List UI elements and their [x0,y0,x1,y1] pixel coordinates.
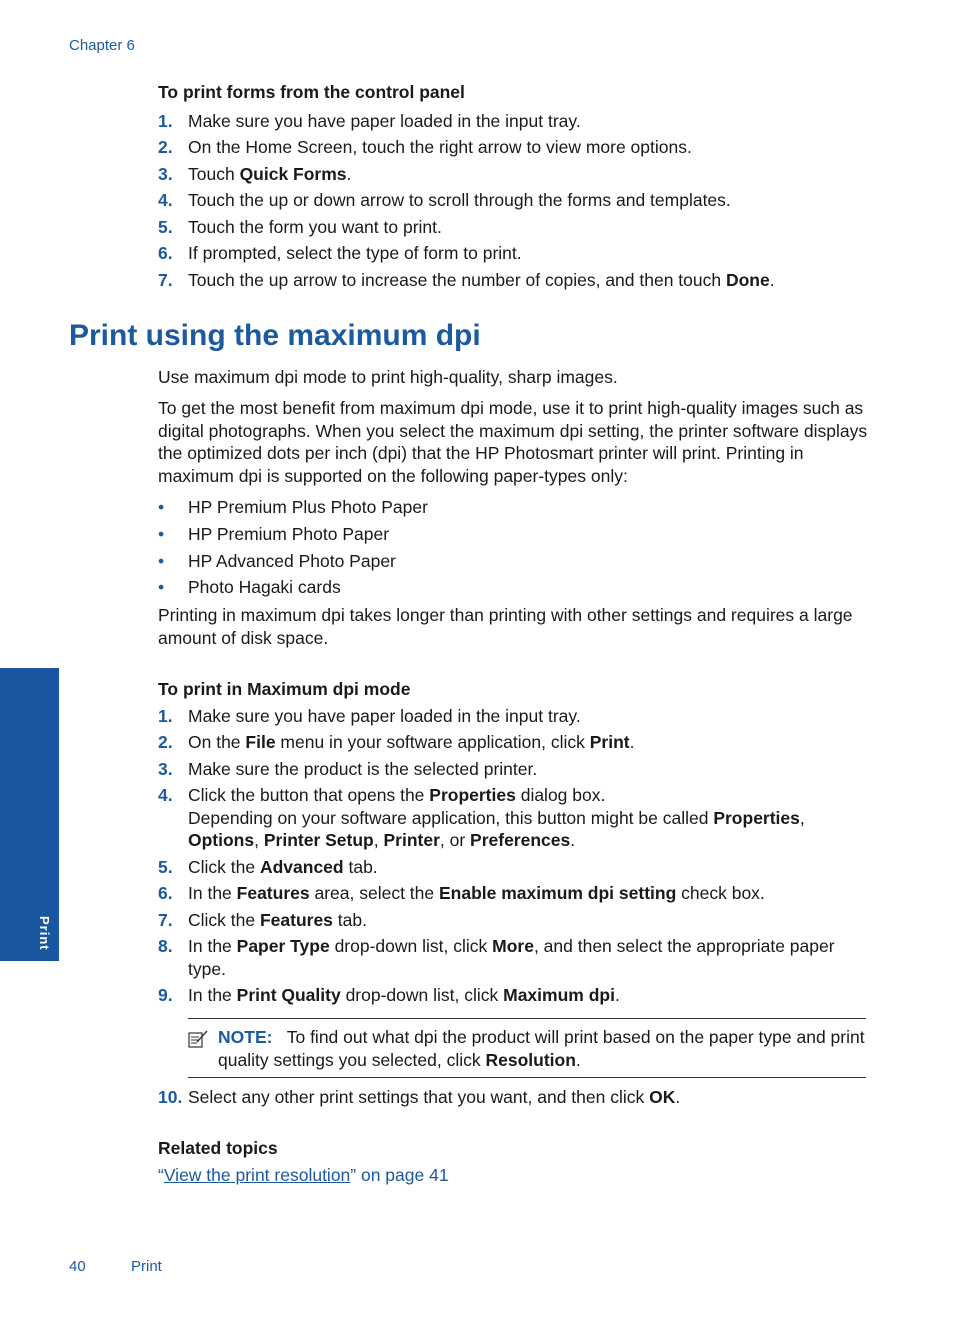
footer-section: Print [131,1258,162,1275]
list-item: 9. In the Print Quality drop-down list, click Maximum dpi. [158,985,620,1005]
step-10 [158,1086,868,1109]
section-heading: To print forms from the control panel [158,82,465,102]
list-item: 5. Click the Advanced tab. [158,856,378,877]
list-item: 7. Touch the up arrow to increase the number of copies, and then touch Done. [158,270,775,291]
list-item: 3. Make sure the product is the selected printer. [158,758,538,779]
list-item: 6. In the Features area, select the Enable maximum dpi setting check box. [158,883,765,903]
forms-steps [158,108,868,294]
section-forms [158,81,868,294]
list-item: 3. Touch Quick Forms. [158,163,352,184]
list-item: • HP Premium Photo Paper [158,523,390,544]
list-item: 2. On the Home Screen, touch the right arrow to view more options. [158,137,692,158]
list-item: 5. Touch the form you want to print. [158,216,442,237]
intro-paragraph: Use maximum dpi mode to print high-quality, sharp images. [158,367,618,387]
list-item: 6. If prompted, select the type of form to print. [158,243,522,264]
related-topics [158,1137,868,1186]
section-heading: To print in Maximum dpi mode [158,679,411,699]
list-item: 10. Select any other print settings that you want, and then click OK. [158,1087,681,1107]
side-tab-label: Print [37,916,52,951]
page-number: 40 [69,1258,86,1275]
note-icon [188,1030,208,1048]
list-item: 1. Make sure you have paper loaded in the input tray. [158,110,581,131]
chapter-label: Chapter 6 [69,37,135,54]
list-item: 4. Touch the up or down arrow to scroll through the forms and templates. [158,190,731,211]
disk-space-paragraph: Printing in maximum dpi takes longer than printing with other settings and requires a large amount of disk space. [158,605,853,648]
paper-type-list [158,494,868,601]
note-box [188,1018,870,1078]
page-title: Print using the maximum dpi [69,319,481,352]
related-link[interactable]: “View the print resolution” on page 41 [158,1164,449,1185]
max-dpi-steps [158,705,868,1007]
description-paragraph: To get the most benefit from maximum dpi mode, use it to print high-quality images such as digital photographs. When you select the maximum dpi setting, the printer software displays the optimized dots per inch (dpi) that the HP Photosmart printer will print. Printing in maximum dpi is supported on the following paper-types only: [158,398,868,486]
section-max-dpi [158,678,868,1007]
related-heading: Related topics [158,1138,278,1158]
list-item: 8. In the Paper Type drop-down list, click More, and then select the appropriate paper type. [158,936,835,979]
list-item: • HP Advanced Photo Paper [158,550,396,571]
note-label: NOTE: [218,1027,273,1047]
list-item: • Photo Hagaki cards [158,577,341,598]
list-item: 1. Make sure you have paper loaded in the input tray. [158,705,581,726]
list-item: 4. Click the button that opens the Properties dialog box. Depending on your software application, this button might be called Properties, Options, Printer Setup, Printer, or Preferences. [158,785,805,850]
list-item: • HP Premium Plus Photo Paper [158,497,428,517]
note-text: NOTE: To find out what dpi the product will print based on the paper type and print quality settings you selected, click Resolution. [218,1027,870,1070]
list-item: 2. On the File menu in your software application, click Print. [158,732,635,752]
list-item: 7. Click the Features tab. [158,909,367,930]
